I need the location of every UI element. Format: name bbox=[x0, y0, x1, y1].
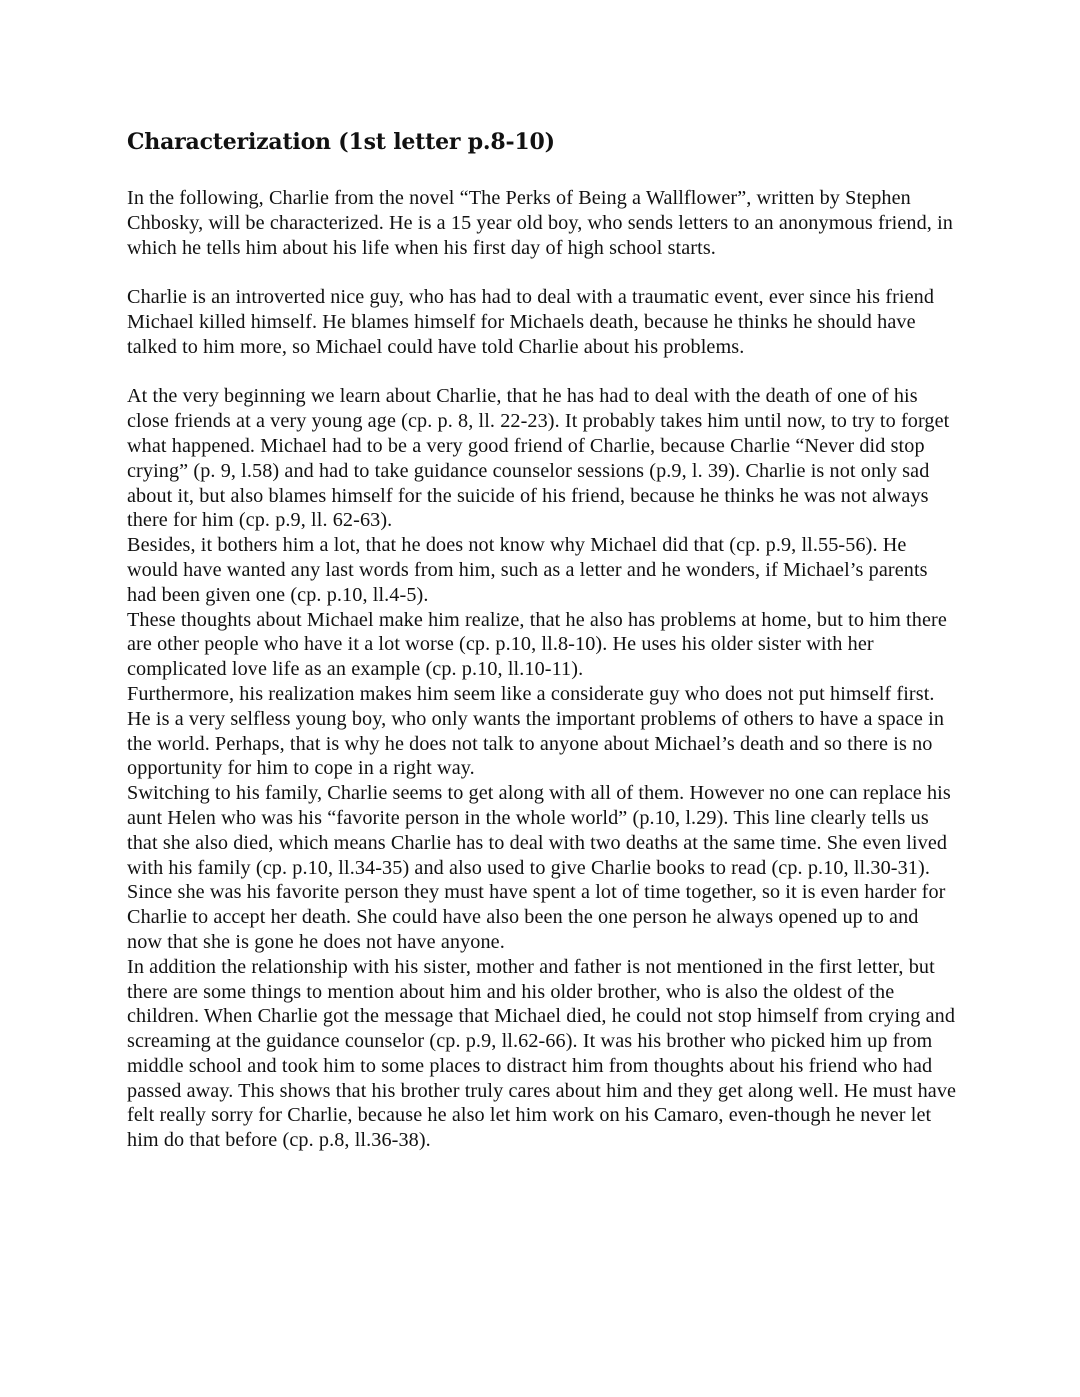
paragraph-michael-death: At the very beginning we learn about Charlie, that he has had to deal with the death of one of his close friends at a very young age (cp. p. 8, ll. 22-23). It probably takes him until now, to try to forget what happened. Michael had to be a very good friend of Charlie, because Charlie “Never did stop crying” (p. 9, l.58) and had to take guidance counselor sessions (p.9, l. 39). Charlie is not only sad about it, but also blames himself for the suicide of his friend, because he thinks he was not always there for him (cp. p.9, ll. 62-63). bbox=[127, 385, 950, 532]
document-page bbox=[127, 126, 957, 1153]
paragraph-aunt-helen: Switching to his family, Charlie seems to get along with all of them. However no one can replace his aunt Helen who was his “favorite person in the whole world” (p.10, l.29). This line clearly tells us that she also died, which means Charlie has to deal with two deaths at the same time. She even lived with his family (cp. p.10, ll.34-35) and also used to give Charlie books to read (cp. p.10, ll.30-31). Since she was his favorite person they must have spent a lot of time together, so it is even harder for Charlie to accept her death. She could have also been the one person he always opened up to and now that she is gone he does not have anyone. bbox=[127, 782, 951, 953]
document-title: Characterization (1st letter p.8-10) bbox=[127, 129, 555, 155]
paragraph-selfless: Furthermore, his realization makes him seem like a considerate guy who does not put himself first. He is a very selfless young boy, who only wants the important problems of others to have a space in the world. Perhaps, that is why he does not talk to anyone about Michael’s death and so there is no opportunity for him to cope in a right way. bbox=[127, 682, 945, 780]
paragraph-last-words: Besides, it bothers him a lot, that he does not know why Michael did that (cp. p.9, ll.55-56). He would have wanted any last words from him, such as a letter and he wonders, if Michael’s parents had been given one (cp. p.10, ll.4-5). bbox=[127, 534, 928, 606]
paragraph-problems-at-home: These thoughts about Michael make him realize, that he also has problems at home, but to him there are other people who have it a lot worse (cp. p.10, ll.8-10). He uses his older sister with her complicated love life as an example (cp. p.10, ll.10-11). bbox=[127, 608, 947, 681]
paragraph-older-brother: In addition the relationship with his sister, mother and father is not mentioned in the first letter, but there are some things to mention about him and his older brother, who is also the oldest of the children. When Charlie got the message that Michael died, he could not stop himself from crying and screaming at the guidance counselor (cp. p.9, ll.62-66). It was his brother who picked him up from middle school and took him to some places to distract him from thoughts about his friend who had passed away. This shows that his brother truly cares about him and they get along well. He must have felt really sorry for Charlie, because he also let him work on his Camaro, even-though he never let him do that before (cp. p.8, ll.36-38). bbox=[127, 955, 957, 1152]
paragraph-introduction: In the following, Charlie from the novel “The Perks of Being a Wallflower”, written by Stephen Chbosky, will be characterized. He is a 15 year old boy, who sends letters to an anonymous friend, in which he tells him about his life when his first day of high school starts. bbox=[127, 187, 953, 259]
paragraph-thesis: Charlie is an introverted nice guy, who has had to deal with a traumatic event, ever since his friend Michael killed himself. He blames himself for Michaels death, because he thinks he should have talked to him more, so Michael could have told Charlie about his problems. bbox=[127, 286, 935, 358]
